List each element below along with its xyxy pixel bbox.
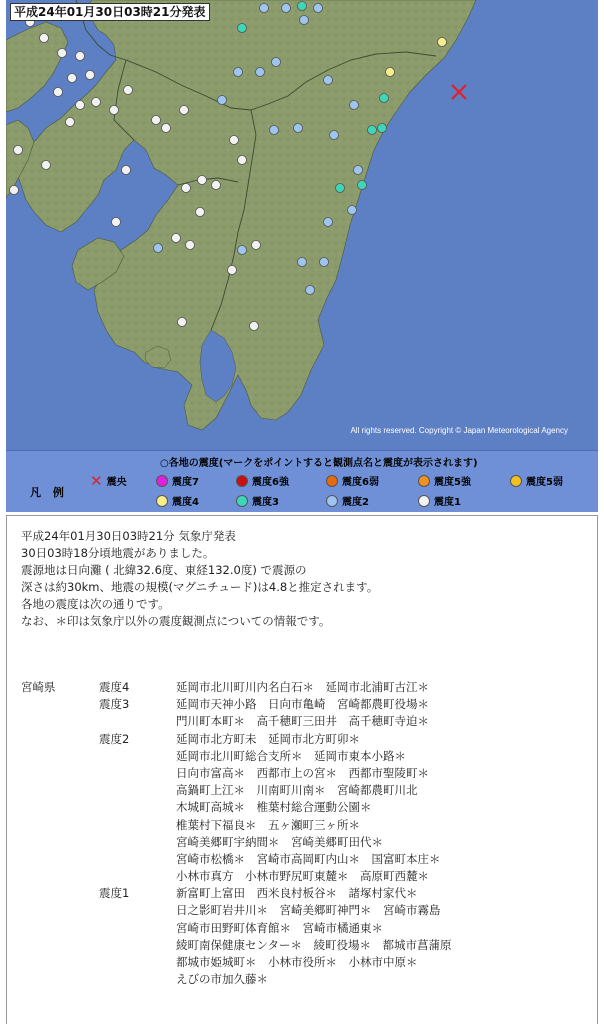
station-names: 都城市姫城町＊ 小林市役所＊ 小林市中原＊ xyxy=(176,955,418,969)
station-names: 延岡市天神小路 日向市亀崎 宮崎都農町役場＊ xyxy=(176,697,429,712)
station-marker xyxy=(294,124,303,133)
report-line: 各地の震度は次の通りです。 xyxy=(21,597,170,611)
report-line: 30日03時18分頃地震がありました。 xyxy=(21,546,215,560)
legend-item-intensity-5-lower xyxy=(510,473,563,488)
circle-icon xyxy=(326,475,338,487)
station-marker xyxy=(178,318,187,327)
station-marker xyxy=(112,218,121,227)
station-marker xyxy=(324,76,333,85)
station-marker xyxy=(386,68,395,77)
station-marker xyxy=(124,86,133,95)
station-marker xyxy=(58,49,67,58)
station-marker xyxy=(380,94,389,103)
intensity-level: 震度3 xyxy=(99,697,130,712)
station-names: 小林市真方 小林市野尻町東麓＊ 高原町西麓＊ xyxy=(176,869,429,884)
station-names: 木城町高城＊ 椎葉村総合運動公園＊ xyxy=(176,800,372,815)
station-marker xyxy=(86,71,95,80)
station-marker xyxy=(354,166,363,175)
station-marker xyxy=(358,181,367,190)
station-marker xyxy=(330,131,339,140)
circle-icon xyxy=(236,475,248,487)
station-marker xyxy=(122,166,131,175)
legend-label: 震度3 xyxy=(252,497,279,508)
legend-item-intensity-1 xyxy=(418,493,461,508)
station-marker xyxy=(212,181,221,190)
station-marker xyxy=(298,258,307,267)
station-marker xyxy=(282,4,291,13)
station-marker xyxy=(154,244,163,253)
station-names: 門川町本町＊ 高千穂町三田井 高千穂町寺迫＊ xyxy=(176,714,429,729)
station-names: 高鍋町上江＊ 川南町川南＊ 宮崎都農町川北 xyxy=(176,783,418,798)
map-legend xyxy=(6,450,598,512)
legend-title: ○各地の震度(マークをポイントすると観測点名と震度が表示されます) xyxy=(160,458,478,469)
station-marker xyxy=(40,34,49,43)
legend-label: 震度5強 xyxy=(434,477,471,488)
station-marker xyxy=(238,24,247,33)
station-marker xyxy=(162,124,171,133)
intensity-level: 震度4 xyxy=(99,680,130,694)
legend-item-intensity-4 xyxy=(156,493,199,508)
station-marker xyxy=(42,161,51,170)
station-names: 延岡市北川町川内名白石＊ 延岡市北浦町古江＊ xyxy=(176,680,429,694)
station-names: 宮崎市松橋＊ 宮崎市高岡町内山＊ 国富町本庄＊ xyxy=(176,851,441,866)
legend-item-intensity-6-upper xyxy=(236,473,289,488)
station-marker xyxy=(234,68,243,77)
legend-item-intensity-2 xyxy=(326,493,369,508)
station-marker xyxy=(14,146,23,155)
circle-icon xyxy=(156,475,168,487)
legend-item-intensity-6-lower xyxy=(326,473,379,488)
station-marker xyxy=(54,88,63,97)
station-marker xyxy=(228,266,237,275)
station-marker xyxy=(198,176,207,185)
legend-label: 震度6弱 xyxy=(342,477,379,488)
station-marker xyxy=(306,286,315,295)
station-names: 新富町上富田 西米良村板谷＊ 諸塚村家代＊ xyxy=(176,886,418,901)
circle-icon xyxy=(510,475,522,487)
station-marker xyxy=(230,136,239,145)
station-names: 延岡市北川町総合支所＊ 延岡市東本小路＊ xyxy=(176,748,406,763)
legend-label: 震度2 xyxy=(342,497,369,508)
station-marker xyxy=(252,241,261,250)
station-marker xyxy=(250,322,259,331)
legend-label: 震度6強 xyxy=(252,477,289,488)
station-marker xyxy=(110,106,119,115)
circle-icon xyxy=(236,495,248,507)
map-canvas xyxy=(6,0,598,450)
legend-label: 震央 xyxy=(106,477,127,488)
station-marker xyxy=(270,126,279,135)
legend-label: 震度7 xyxy=(172,477,199,488)
station-marker xyxy=(68,74,77,83)
circle-icon xyxy=(326,495,338,507)
station-marker xyxy=(76,101,85,110)
station-marker xyxy=(196,208,205,217)
legend-label: 震度4 xyxy=(172,497,199,508)
intensity-level: 震度2 xyxy=(99,731,130,746)
legend-label: 震度1 xyxy=(434,497,461,508)
station-names: 宮崎美郷町宇納間＊ 宮崎美郷町田代＊ xyxy=(176,834,383,849)
station-names: 綾町南保健康センター＊ 綾町役場＊ 都城市菖蒲原 xyxy=(176,937,452,952)
station-marker xyxy=(438,38,447,47)
station-marker xyxy=(336,184,345,193)
station-names: えびの市加久藤＊ xyxy=(176,972,268,987)
station-marker xyxy=(180,106,189,115)
copyright-notice: All rights reserved. Copyright © Japan Meteorological Agency xyxy=(350,426,568,435)
station-marker xyxy=(10,186,19,195)
legend-item-epicenter xyxy=(90,473,127,488)
circle-icon xyxy=(418,495,430,507)
station-marker xyxy=(172,234,181,243)
station-marker xyxy=(272,58,281,67)
station-marker xyxy=(218,96,227,105)
station-names: 日向市富高＊ 西都市上の宮＊ 西都市聖陵町＊ xyxy=(176,765,429,780)
station-marker xyxy=(368,126,377,135)
station-marker xyxy=(260,4,269,13)
station-names: 宮崎市田野町体育館＊ 宮崎市橘通東＊ xyxy=(176,920,383,935)
map-title: 平成24年01月30日03時21分発表 xyxy=(10,3,210,21)
station-marker xyxy=(300,16,309,25)
station-marker xyxy=(348,206,357,215)
legend-heading: 凡 例 xyxy=(30,486,68,499)
earthquake-report xyxy=(6,515,598,1024)
intensity-level: 震度1 xyxy=(99,886,130,901)
station-marker xyxy=(350,101,359,110)
station-marker xyxy=(186,241,195,250)
station-marker xyxy=(298,2,307,11)
station-marker xyxy=(256,68,265,77)
legend-item-intensity-5-upper xyxy=(418,473,471,488)
station-marker xyxy=(314,4,323,13)
station-marker xyxy=(76,52,85,61)
report-line: なお、＊印は気象庁以外の震度観測点についての情報です。 xyxy=(21,614,331,628)
x-mark-icon: ✕ xyxy=(90,471,103,490)
station-marker xyxy=(92,98,101,107)
legend-label: 震度5弱 xyxy=(526,477,563,488)
station-marker xyxy=(66,118,75,127)
report-header: 平成24年01月30日03時21分 気象庁発表 xyxy=(21,529,236,543)
station-marker xyxy=(238,156,247,165)
report-line: 震源地は日向灘 ( 北緯32.6度、東経132.0度) で震源の xyxy=(21,563,307,577)
station-marker xyxy=(324,218,333,227)
station-names: 椎葉村下福良＊ 五ヶ瀬町三ヶ所＊ xyxy=(176,817,360,832)
seismic-intensity-map xyxy=(6,0,598,450)
station-marker xyxy=(238,246,247,255)
station-names: 日之影町岩井川＊ 宮崎美郷町神門＊ 宮崎市霧島 xyxy=(176,903,441,918)
legend-item-intensity-3 xyxy=(236,493,279,508)
prefecture-name: 宮崎県 xyxy=(21,680,56,694)
station-marker xyxy=(378,124,387,133)
station-marker xyxy=(182,184,191,193)
report-line: 深さは約30km、地震の規模(マグニチュード)は4.8と推定されます。 xyxy=(21,580,379,594)
circle-icon xyxy=(418,475,430,487)
station-names: 延岡市北方町未 延岡市北方町卯＊ xyxy=(176,731,360,746)
station-marker xyxy=(320,258,329,267)
circle-icon xyxy=(156,495,168,507)
legend-item-intensity-7 xyxy=(156,473,199,488)
station-marker xyxy=(152,116,161,125)
